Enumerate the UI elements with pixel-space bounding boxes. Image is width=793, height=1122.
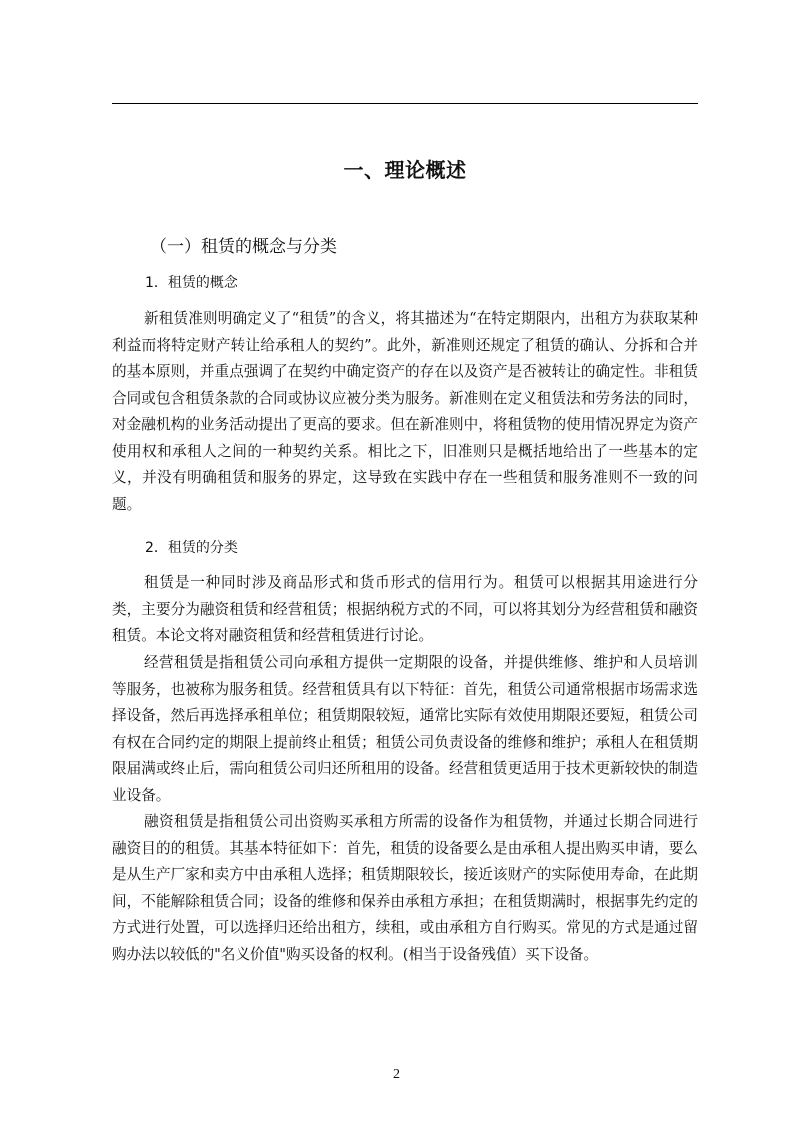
subsection-heading-classification: 2．租赁的分类 xyxy=(145,540,238,556)
paragraph-operating-lease: 经营租赁是指租赁公司向承租方提供一定期限的设备，并提供维修、维护和人员培训等服务，也被称为服务租赁。经营租赁具有以下特征：首先，租赁公司通常根据市场需求选择设备，然后再选择承租单位；租赁期限较短，通常比实际有效使用期限还要短，租赁公司有权在合同约定的期限上提前终止租赁；租赁公司负责设备的维修和维护；承租人在租赁期限届满或终止后，需向租赁公司归还所租用的设备。经营租赁更适用于技术更新较快的制造业设备。 xyxy=(112,654,698,804)
subsection-heading-concept: 1．租赁的概念 xyxy=(145,275,238,291)
chapter-heading: 一、理论概述 xyxy=(343,158,467,182)
header-rule xyxy=(112,103,698,104)
page-number: 2 xyxy=(393,1067,400,1082)
paragraph-finance-lease: 融资租赁是指租赁公司出资购买承租方所需的设备作为租赁物，并通过长期合同进行融资目的的租赁。其基本特征如下：首先，租赁的设备要么是由承租人提出购买申请，要么是从生产厂家和卖方中由承租人选择；租赁期限较长，接近该财产的实际使用寿命，在此期间，不能解除租赁合同；设备的维修和保养由承租方承担；在租赁期满时，根据事先约定的方式进行处置，可以选择归还给出租方，续租，或由承租方自行购买。常见的方式是通过留购办法以较低的"名义价值"购买设备的权利。(相当于设备残值）买下设备。 xyxy=(112,813,698,963)
paragraph-lease-classification: 租赁是一种同时涉及商品形式和货币形式的信用行为。租赁可以根据其用途进行分类，主要分为融资租赁和经营租赁；根据纳税方式的不同，可以将其划分为经营租赁和融资租赁。本论文将对融资租赁和经营租赁进行讨论。 xyxy=(112,574,698,644)
paragraph-lease-concept: 新租赁准则明确定义了“租赁”的含义，将其描述为“在特定期限内，出租方为获取某种利益而将特定财产转让给承租人的契约”。此外，新准则还规定了租赁的确认、分拆和合并的基本原则，并重点强调了在契约中确定资产的存在以及资产是否被转让的确定性。非租赁合同或包含租赁条款的合同或协议应被分类为服务。新准则在定义租赁法和劳务法的同时，对金融机构的业务活动提出了更高的要求。但在新准则中，将租赁物的使用情况界定为资产使用权和承租人之间的一种契约关系。相比之下，旧准则只是概括地给出了一些基本的定义，并没有明确租赁和服务的界定，这导致在实践中存在一些租赁和服务准则不一致的问题。 xyxy=(112,310,698,513)
section-heading: （一）租赁的概念与分类 xyxy=(150,237,337,257)
